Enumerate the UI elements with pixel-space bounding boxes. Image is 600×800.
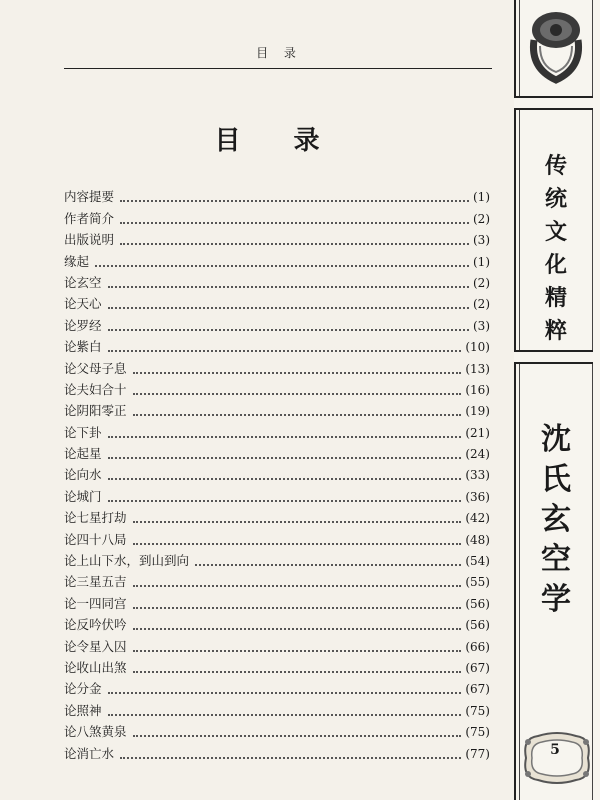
toc-entry xyxy=(64,185,490,206)
toc-entry-label: 论收山出煞 xyxy=(64,659,127,675)
toc-entry xyxy=(64,720,490,741)
toc-entry-label: 论父母子息 xyxy=(64,360,127,376)
toc-entry-page: (55) xyxy=(465,575,490,590)
toc-entry-page: (67) xyxy=(465,682,490,697)
toc-entry-label: 论一四同宫 xyxy=(64,595,127,611)
toc-entry-page: (3) xyxy=(473,233,490,248)
toc-entry xyxy=(64,506,490,527)
toc-entry-label: 论反吟伏吟 xyxy=(64,617,127,633)
toc-entry-label: 论上山下水，到山到向 xyxy=(64,553,190,569)
toc-entry-label: 论八煞黄泉 xyxy=(64,724,127,740)
toc-entry-label: 论城门 xyxy=(64,488,102,504)
toc-entry-page: (13) xyxy=(465,361,490,376)
toc-list xyxy=(64,185,490,763)
toc-entry-label: 论下卦 xyxy=(64,424,102,440)
toc-entry-label: 论阴阳零正 xyxy=(64,403,127,419)
toc-entry xyxy=(64,206,490,227)
toc-dot-leader xyxy=(133,414,462,416)
toc-dot-leader xyxy=(108,329,469,331)
toc-dot-leader xyxy=(108,436,462,438)
toc-dot-leader xyxy=(120,757,461,759)
toc-dot-leader xyxy=(133,585,462,587)
toc-entry-page: (1) xyxy=(473,254,490,269)
toc-entry xyxy=(64,484,490,505)
toc-entry xyxy=(64,292,490,313)
toc-entry xyxy=(64,591,490,612)
toc-entry-label: 论紫白 xyxy=(64,339,102,355)
spine-panel xyxy=(514,0,600,800)
toc-dot-leader xyxy=(120,200,469,202)
toc-dot-leader xyxy=(108,692,462,694)
toc-dot-leader xyxy=(108,286,469,288)
toc-entry-label: 出版说明 xyxy=(64,232,115,248)
toc-dot-leader xyxy=(120,222,469,224)
toc-entry-label: 论四十八局 xyxy=(64,531,127,547)
page-number: 5 xyxy=(550,742,560,758)
toc-entry xyxy=(64,378,490,399)
toc-entry-page: (56) xyxy=(465,596,490,611)
toc-entry xyxy=(64,656,490,677)
toc-entry xyxy=(64,249,490,270)
toc-dot-leader xyxy=(133,735,462,737)
toc-dot-leader xyxy=(108,457,462,459)
toc-entry-page: (56) xyxy=(465,618,490,633)
toc-dot-leader xyxy=(108,350,462,352)
toc-entry xyxy=(64,442,490,463)
toc-entry xyxy=(64,741,490,762)
toc-entry-page: (42) xyxy=(465,511,490,526)
spine-border-right xyxy=(592,0,593,800)
toc-entry xyxy=(64,698,490,719)
toc-entry-label: 论消亡水 xyxy=(64,745,115,761)
toc-entry xyxy=(64,613,490,634)
toc-entry xyxy=(64,527,490,548)
toc-entry-page: (77) xyxy=(465,746,490,761)
toc-dot-leader xyxy=(133,543,462,545)
toc-entry-label: 论令星入囚 xyxy=(64,638,127,654)
bronze-emblem-icon xyxy=(520,6,592,90)
toc-dot-leader xyxy=(133,650,462,652)
book-title: 沈 氏 玄 空 学 xyxy=(541,422,571,617)
toc-dot-leader xyxy=(133,607,462,609)
toc-entry xyxy=(64,313,490,334)
toc-dot-leader xyxy=(95,265,469,267)
ornament-frame-icon xyxy=(518,728,596,788)
toc-dot-leader xyxy=(108,478,462,480)
toc-entry-page: (33) xyxy=(465,468,490,483)
toc-entry xyxy=(64,399,490,420)
toc-entry-label: 论分金 xyxy=(64,681,102,697)
spine-border-inner xyxy=(519,0,520,800)
toc-entry-label: 论罗经 xyxy=(64,317,102,333)
toc-entry-page: (24) xyxy=(465,447,490,462)
toc-entry-page: (66) xyxy=(465,639,490,654)
toc-entry-page: (36) xyxy=(465,489,490,504)
toc-entry xyxy=(64,634,490,655)
header-rule xyxy=(64,68,492,69)
toc-entry-page: (21) xyxy=(465,425,490,440)
toc-dot-leader xyxy=(108,500,462,502)
toc-entry-page: (1) xyxy=(473,190,490,205)
toc-entry-label: 作者简介 xyxy=(64,210,115,226)
toc-dot-leader xyxy=(108,307,469,309)
toc-entry-label: 论三星五吉 xyxy=(64,574,127,590)
toc-dot-leader xyxy=(133,521,462,523)
toc-entry xyxy=(64,228,490,249)
toc-entry xyxy=(64,271,490,292)
toc-dot-leader xyxy=(133,671,462,673)
toc-entry-page: (48) xyxy=(465,532,490,547)
running-header: 目 录 xyxy=(256,46,302,60)
toc-entry-page: (16) xyxy=(465,382,490,397)
toc-entry-label: 论夫妇合十 xyxy=(64,381,127,397)
series-title: 传 统 文 化 精 粹 xyxy=(544,153,567,344)
toc-entry-page: (19) xyxy=(465,404,490,419)
spine-band-middle xyxy=(514,350,593,364)
toc-entry-page: (2) xyxy=(473,297,490,312)
toc-entry xyxy=(64,335,490,356)
toc-dot-leader xyxy=(120,243,469,245)
toc-entry-page: (75) xyxy=(465,725,490,740)
toc-entry xyxy=(64,570,490,591)
toc-dot-leader xyxy=(133,393,462,395)
toc-dot-leader xyxy=(133,372,462,374)
toc-entry-label: 论玄空 xyxy=(64,274,102,290)
toc-entry-label: 缘起 xyxy=(64,253,90,269)
toc-entry xyxy=(64,549,490,570)
toc-entry-page: (75) xyxy=(465,703,490,718)
toc-dot-leader xyxy=(108,714,462,716)
toc-entry-page: (54) xyxy=(465,554,490,569)
spine-band-top xyxy=(514,96,593,110)
toc-entry-page: (10) xyxy=(465,340,490,355)
toc-entry-page: (3) xyxy=(473,318,490,333)
toc-entry xyxy=(64,420,490,441)
toc-dot-leader xyxy=(133,628,462,630)
toc-entry-label: 论七星打劫 xyxy=(64,510,127,526)
toc-dot-leader xyxy=(195,564,461,566)
toc-entry-page: (2) xyxy=(473,275,490,290)
toc-entry xyxy=(64,463,490,484)
toc-entry xyxy=(64,677,490,698)
toc-entry xyxy=(64,356,490,377)
spine-border-left xyxy=(514,0,516,800)
toc-entry-page: (2) xyxy=(473,211,490,226)
toc-entry-label: 论起星 xyxy=(64,446,102,462)
toc-entry-label: 论照神 xyxy=(64,702,102,718)
toc-entry-label: 论天心 xyxy=(64,296,102,312)
toc-entry-label: 内容提要 xyxy=(64,189,115,205)
toc-entry-label: 论向水 xyxy=(64,467,102,483)
toc-entry-page: (67) xyxy=(465,660,490,675)
toc-title: 目 录 xyxy=(214,126,342,156)
